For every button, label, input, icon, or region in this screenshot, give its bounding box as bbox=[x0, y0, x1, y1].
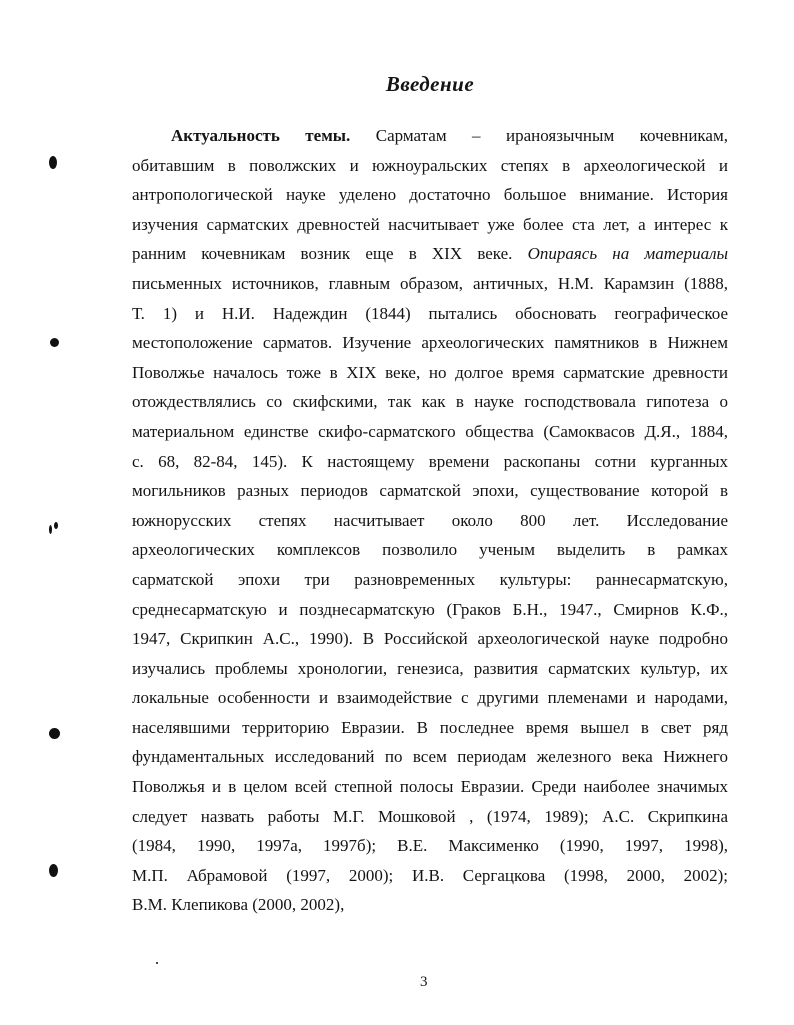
text-line: среднесарматскую и позднесарматскую (Граков Б.Н., 1947., Смирнов К.Ф., bbox=[132, 599, 728, 619]
text-line: М.П. Абрамовой (1997, 2000); И.В. Сергацкова (1998, 2000, 2002); bbox=[132, 865, 728, 885]
text-line: 1947, Скрипкин А.С., 1990). В Российской археологической науке подробно bbox=[132, 629, 728, 649]
text-line bbox=[132, 239, 728, 269]
text-line bbox=[132, 121, 728, 151]
text-line-content: ранним кочевникам возник еще в XIX веке. bbox=[132, 244, 513, 264]
text-line: археологических комплексов позволило ученым выделить в рамках bbox=[132, 540, 728, 560]
scan-artifact bbox=[49, 525, 52, 534]
text-line: местоположение сарматов. Изучение археологических памятников в Нижнем bbox=[132, 333, 728, 353]
text-line: Поволжье началось тоже в XIX веке, но долгое время сарматские древности bbox=[132, 362, 728, 382]
italic-text: Опираясь на материалы bbox=[527, 244, 728, 264]
paragraph bbox=[132, 121, 728, 920]
text-line: фундаментальных исследований по всем периодам железного века Нижнего bbox=[132, 747, 728, 767]
scan-artifact bbox=[54, 522, 58, 529]
text-line: южнорусских степях насчитывает около 800 лет. Исследование bbox=[132, 510, 728, 530]
page-number: 3 bbox=[420, 974, 428, 990]
text-line: отождествлялись со скифскими, так как в науке господствовала гипотеза о bbox=[132, 392, 728, 412]
text-line: обитавшим в поволжских и южноуральских степях в археологической и bbox=[132, 155, 728, 175]
text-line: с. 68, 82-84, 145). К настоящему времени раскопаны сотни курганных bbox=[132, 451, 728, 471]
text-line: населявшими территорию Евразии. В последнее время вышел в свет ряд bbox=[132, 717, 728, 737]
scan-artifact bbox=[156, 962, 158, 964]
text-line: изучения сарматских древностей насчитывает уже более ста лет, а интерес к bbox=[132, 214, 728, 234]
text-line: материальном единстве скифо-сарматского общества (Самоквасов Д.Я., 1884, bbox=[132, 421, 728, 441]
text-line: локальные особенности и взаимодействие с другими племенами и народами, bbox=[132, 688, 728, 708]
scan-artifact bbox=[49, 864, 58, 877]
text-line: антропологической науке уделено достаточно большое внимание. История bbox=[132, 185, 728, 205]
text-line: Т. 1) и Н.И. Надеждин (1844) пытались обосновать географическое bbox=[132, 303, 728, 323]
text-line-content: Сарматам – ираноязычным кочевникам, bbox=[350, 126, 728, 145]
text-line: следует назвать работы М.Г. Мошковой , (1974, 1989); А.С. Скрипкина bbox=[132, 806, 728, 826]
paragraph-lead: Актуальность темы. bbox=[171, 126, 351, 145]
text-line: Поволжья и в целом всей степной полосы Евразии. Среди наиболее значимых bbox=[132, 777, 728, 797]
scan-artifact bbox=[49, 728, 60, 739]
text-line: изучались проблемы хронологии, генезиса, развития сарматских культур, их bbox=[132, 658, 728, 678]
scan-artifact bbox=[50, 338, 59, 347]
page-title: Введение bbox=[385, 72, 475, 96]
scan-artifact bbox=[49, 156, 57, 169]
text-line: В.М. Клепикова (2000, 2002), bbox=[132, 895, 345, 915]
text-line: могильников разных периодов сарматской эпохи, существование которой в bbox=[132, 481, 728, 501]
text-line: сарматской эпохи три разновременных культуры: раннесарматскую, bbox=[132, 569, 728, 589]
text-line: (1984, 1990, 1997а, 1997б); В.Е. Максименко (1990, 1997, 1998), bbox=[132, 836, 728, 856]
text-line: письменных источников, главным образом, античных, Н.М. Карамзин (1888, bbox=[132, 273, 728, 293]
